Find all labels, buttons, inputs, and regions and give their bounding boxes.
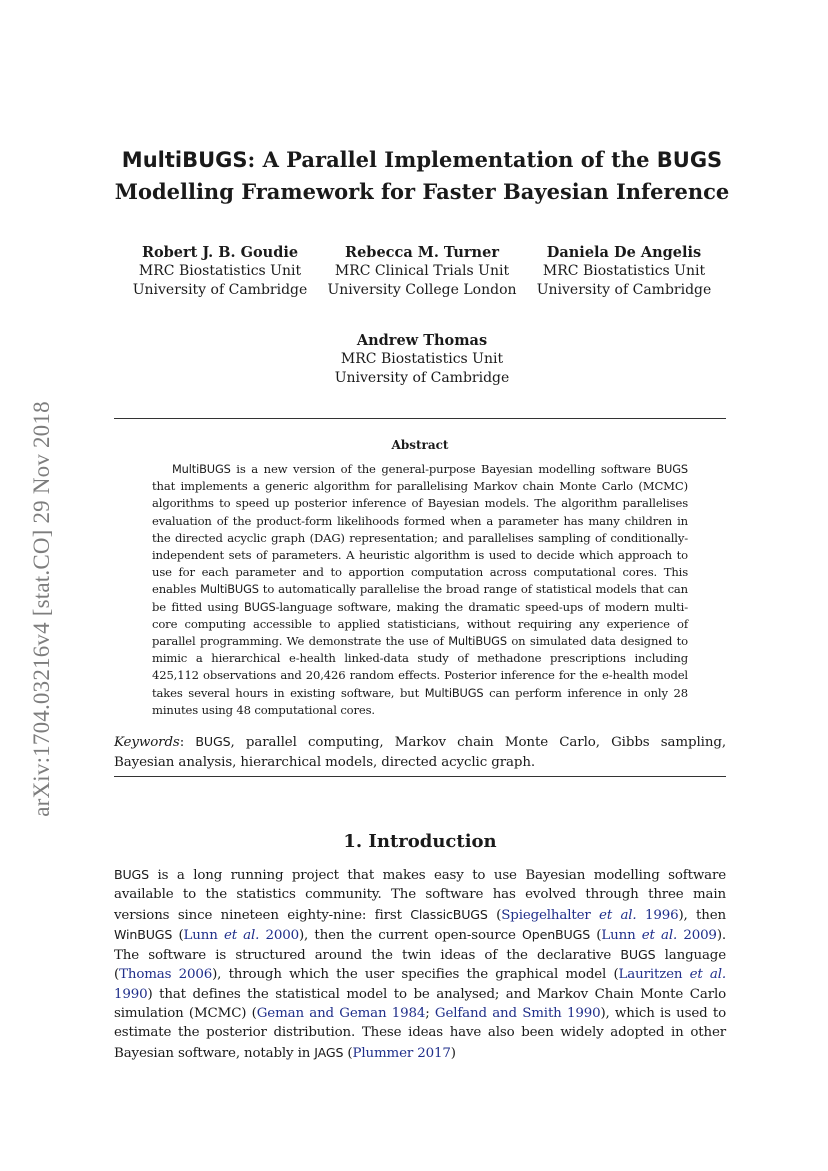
author-block	[110, 243, 330, 300]
citation-year: 1996	[636, 907, 679, 923]
abstract-text: can perform inference in only 28 minutes using 48 computational cores.	[152, 685, 688, 717]
citation-etal: et al.	[599, 907, 637, 923]
author-institution: University of Cambridge	[536, 282, 712, 298]
software-name: BUGS	[114, 867, 150, 882]
software-name: JAGS	[314, 1044, 344, 1060]
title-software-name: MultiBUGS	[121, 148, 248, 172]
software-name: WinBUGS	[114, 926, 173, 942]
author-institution: University College London	[327, 282, 517, 298]
software-name: BUGS	[244, 599, 276, 614]
software-name: BUGS	[195, 734, 231, 749]
software-name: MultiBUGS	[424, 685, 484, 700]
citation-link[interactable]: Gelfand and Smith 1990	[434, 1006, 601, 1022]
author-unit: MRC Biostatistics Unit	[340, 351, 504, 367]
paper-title	[60, 144, 784, 207]
author-unit: MRC Clinical Trials Unit	[334, 263, 510, 279]
abstract-text: -language software, making the dramatic speed-ups of modern multi-core computing accessible to applied statisticians, without requiring any experience of parallel programming. We demonstrate the use of	[152, 599, 688, 649]
citation-link[interactable]: Plummer 2017	[352, 1045, 451, 1061]
intro-text: (	[590, 927, 602, 943]
intro-text: ) that defines the statistical model to be analysed; and Markov Chain Monte Carlo simulation (MCMC) (	[114, 986, 726, 1022]
keywords-label: Keywords	[114, 735, 180, 750]
intro-text: (	[172, 927, 184, 943]
intro-text: (	[343, 1045, 353, 1061]
author-name: Andrew Thomas	[356, 332, 488, 349]
citation-link[interactable]	[501, 908, 678, 923]
author-name: Robert J. B. Goudie	[141, 244, 299, 261]
title-bugs-name: BUGS	[656, 148, 723, 172]
section-heading: 1. Introduction	[343, 831, 497, 852]
author-institution: University of Cambridge	[334, 370, 510, 386]
citation-etal: et al.	[641, 927, 678, 943]
citation-link[interactable]: Geman and Geman 1984	[256, 1006, 426, 1022]
arxiv-identifier: arXiv:1704.03216v4 [stat.CO] 29 Nov 2018	[29, 401, 54, 817]
citation-link[interactable]: Thomas 2006	[119, 967, 213, 983]
software-name: ClassicBUGS	[410, 906, 488, 922]
author-block	[514, 243, 734, 300]
intro-text: ;	[425, 1006, 435, 1022]
intro-text: (	[487, 907, 502, 923]
abstract-text: to automatically parallelise the broad range of statistical models that can be fitted using	[152, 582, 688, 614]
keywords-colon: :	[179, 735, 196, 750]
abstract-body	[152, 461, 688, 719]
citation-author: Spiegelhalter	[501, 907, 600, 923]
intro-text: ), then the current open-source	[298, 927, 522, 943]
software-name: MultiBUGS	[448, 634, 507, 649]
keywords	[114, 732, 726, 773]
abstract-text: that implements a generic algorithm for parallelising Markov chain Monte Carlo (MCMC) algorithms to speed up posterior inference of Bayesian models. The algorithm parallelises evaluation of the product-form likelihoods formed when a parameter has many children in the directed acyclic graph (DAG) representation; and parallelises sampling of conditionally-independent sets of parameters. A heuristic algorithm is used to decide which approach to use for each parameter and to apportion computation across computational cores. This enables	[152, 479, 688, 597]
citation-year: 2000	[259, 927, 299, 943]
citation-link[interactable]	[601, 928, 716, 943]
author-name: Daniela De Angelis	[546, 244, 702, 261]
intro-text: ), then	[678, 907, 727, 923]
intro-text: ), which is used to estimate the posterior distribution. These ideas have also been widely adopted in other Bayesian software, notably in	[114, 1006, 726, 1061]
author-block	[312, 243, 532, 300]
author-name: Rebecca M. Turner	[345, 244, 499, 261]
author-unit: MRC Biostatistics Unit	[542, 263, 706, 279]
software-name: MultiBUGS	[200, 582, 259, 597]
software-name: OpenBUGS	[522, 926, 591, 942]
arxiv-sidebar	[22, 357, 62, 862]
intro-text: is a long running project that makes easy to use Bayesian modelling software available to the statistics community. The software has evolved through three main versions since nineteen eighty-nine: first	[114, 868, 726, 923]
abstract-text: on simulated data designed to mimic a hierarchical e-health linked-data study of methadone prescriptions including 425,112 observations and 20,426 random effects. Posterior inference for the e-health model takes several hours in existing software, but	[152, 634, 688, 700]
software-name: BUGS	[656, 462, 688, 476]
citation-author: Lunn	[601, 927, 642, 943]
author-block	[312, 331, 532, 388]
title-line2-text: Modelling Framework for Faster Bayesian Inference	[114, 179, 730, 204]
introduction-paragraph	[114, 865, 726, 1063]
intro-text: language (	[114, 948, 726, 983]
citation-author: Lauritzen	[618, 967, 690, 983]
citation-author: Lunn	[183, 927, 224, 943]
abstract-text: is a new version of the general-purpose Bayesian modelling software	[230, 462, 657, 476]
author-institution: University of Cambridge	[132, 282, 308, 298]
software-name: BUGS	[620, 947, 656, 963]
software-name: MultiBUGS	[172, 462, 231, 476]
citation-etal: et al.	[689, 967, 726, 983]
citation-link[interactable]	[184, 928, 299, 943]
intro-text: ), through which the user specifies the graphical model (	[212, 967, 619, 983]
citation-year: 2009	[677, 927, 717, 943]
keywords-text: , parallel computing, Markov chain Monte Carlo, Gibbs sampling, Bayesian analysis, hierarchical models, directed acyclic graph.	[114, 735, 726, 770]
title-line1-text: : A Parallel Implementation of the	[247, 147, 657, 172]
author-unit: MRC Biostatistics Unit	[138, 263, 302, 279]
citation-year: 1990	[114, 986, 148, 1002]
abstract-top-rule	[114, 418, 726, 419]
abstract-bottom-rule	[114, 776, 726, 777]
citation-etal: et al.	[223, 927, 260, 943]
abstract-heading: Abstract	[391, 438, 449, 452]
intro-text: ). The software is structured around the twin ideas of the declarative	[114, 927, 726, 964]
intro-text: )	[450, 1045, 456, 1061]
